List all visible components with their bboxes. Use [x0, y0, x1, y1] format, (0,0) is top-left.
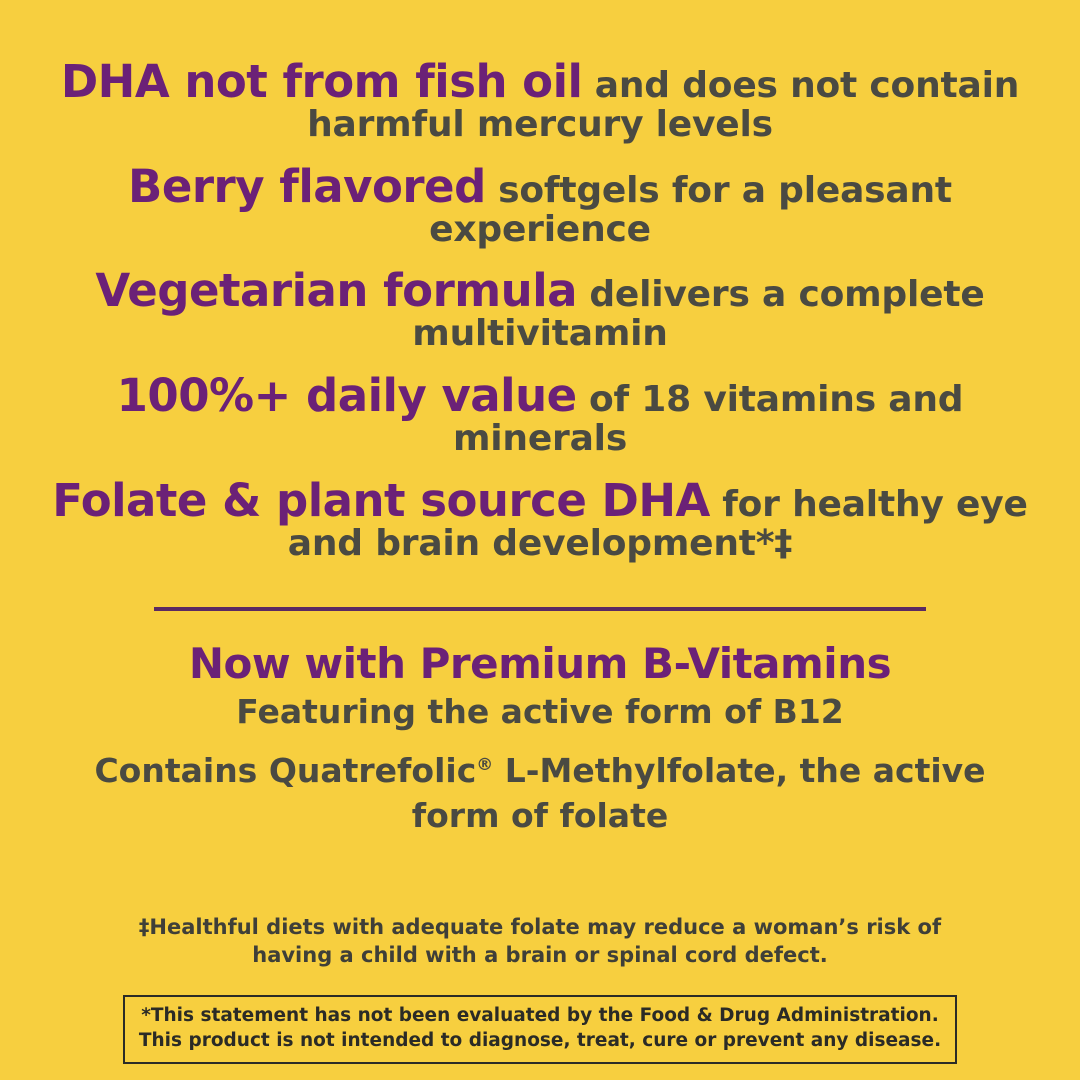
fda-disclaimer-line1: *This statement has not been evaluated by the Food & Drug Administration. [141, 1005, 939, 1027]
fda-disclaimer-line2: This product is not intended to diagnose, treat, cure or prevent any disease. [138, 1030, 942, 1052]
registered-trademark-icon: ® [476, 755, 494, 776]
promo-body [90, 749, 990, 838]
benefit-rest: of 18 vitamins and minerals [452, 378, 964, 460]
benefit-item [40, 159, 1040, 250]
benefit-highlight: Berry flavored [128, 159, 486, 213]
benefit-rest: and does not contain harmful mercury levels [307, 65, 1020, 146]
benefit-rest: softgels for a pleasant experience [429, 169, 952, 250]
benefit-item [40, 264, 1040, 355]
benefit-item [40, 473, 1040, 564]
promo-body-part2: L-Methylfolate, the active form of folate [411, 751, 986, 835]
folate-footnote: ‡Healthful diets with adequate folate may reduce a woman’s risk of having a child with a brain or spinal cord defect. [138, 914, 942, 967]
benefits-list [40, 55, 1040, 573]
section-divider [154, 607, 926, 611]
benefit-highlight: Vegetarian formula [95, 264, 578, 318]
benefit-highlight: Folate & plant source DHA [52, 473, 710, 527]
benefit-item [40, 368, 1040, 460]
benefit-rest: for healthy eye and brain development*‡ [287, 483, 1028, 564]
benefit-highlight: DHA not from fish oil [60, 55, 583, 108]
promo-title: Now with Premium B-Vitamins [188, 639, 892, 689]
benefit-rest: delivers a complete multivitamin [412, 274, 985, 355]
benefit-highlight: 100%+ daily value [116, 368, 577, 422]
fda-disclaimer-box [123, 995, 957, 1064]
promo-body-part1: Contains Quatrefolic [94, 751, 477, 791]
benefit-item [40, 55, 1040, 146]
promo-subtitle: Featuring the active form of B12 [236, 692, 844, 732]
promo-section [90, 641, 990, 838]
